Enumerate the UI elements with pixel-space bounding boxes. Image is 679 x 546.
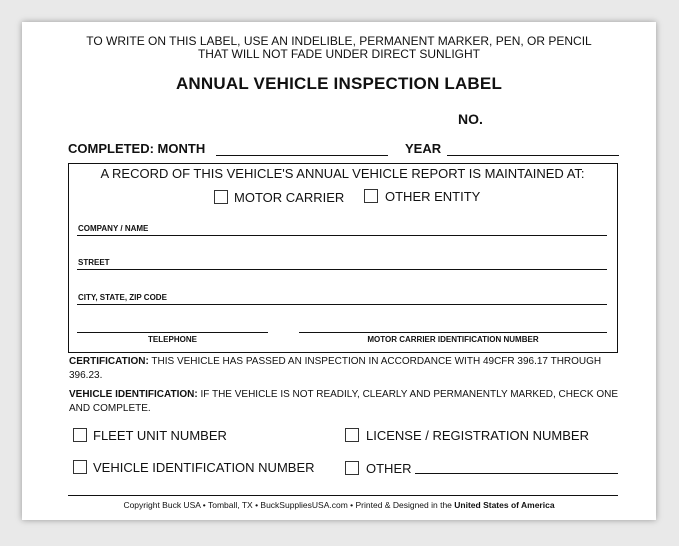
vehicle-id-body: IF THE VEHICLE IS NOT READILY, CLEARLY AND PERMANENTLY MARKED, CHECK ONE AND COMPLETE. — [69, 389, 619, 414]
fleet-unit-checkbox[interactable] — [73, 428, 87, 442]
label-title: ANNUAL VEHICLE INSPECTION LABEL — [175, 74, 503, 93]
other-entity-checkbox[interactable] — [364, 189, 378, 203]
license-registration-checkbox[interactable] — [345, 428, 359, 442]
fleet-unit-label: FLEET UNIT NUMBER — [93, 428, 227, 443]
inspection-label — [22, 22, 656, 520]
record-box — [68, 163, 618, 353]
telephone-field[interactable] — [77, 332, 268, 333]
street-field[interactable] — [77, 269, 607, 270]
city-state-zip-label: CITY, STATE, ZIP CODE — [78, 293, 167, 302]
company-name-field[interactable] — [77, 235, 607, 236]
company-name-label: COMPANY / NAME — [78, 224, 149, 233]
year-label: YEAR — [405, 141, 442, 156]
city-state-zip-field[interactable] — [77, 304, 607, 305]
other-field[interactable] — [415, 473, 618, 474]
certification-body: THIS VEHICLE HAS PASSED AN INSPECTION IN ACCORDANCE WITH 49CFR 396.17 THROUGH 396.23. — [69, 356, 602, 381]
other-label: OTHER — [366, 461, 412, 476]
notice-line-2: THAT WILL NOT FADE UNDER DIRECT SUNLIGHT — [197, 47, 481, 61]
vin-label: VEHICLE IDENTIFICATION NUMBER — [93, 460, 315, 475]
certification-text — [69, 355, 629, 383]
year-field[interactable] — [447, 155, 619, 156]
telephone-label: TELEPHONE — [148, 335, 197, 344]
certification-label: CERTIFICATION: — [69, 356, 149, 367]
carrier-id-field[interactable] — [299, 332, 607, 333]
copyright-text: Copyright Buck USA • Tomball, TX • BuckSuppliesUSA.com • Printed & Designed in the — [123, 500, 455, 510]
record-heading: A RECORD OF THIS VEHICLE'S ANNUAL VEHICLE REPORT IS MAINTAINED AT: — [100, 166, 585, 181]
notice-line-1: TO WRITE ON THIS LABEL, USE AN INDELIBLE, PERMANENT MARKER, PEN, OR PENCIL — [86, 34, 592, 48]
copyright-footer — [22, 500, 656, 510]
carrier-id-label: MOTOR CARRIER IDENTIFICATION NUMBER — [367, 335, 539, 344]
footer-divider — [68, 495, 618, 496]
vehicle-id-text — [69, 388, 629, 416]
vin-checkbox[interactable] — [73, 460, 87, 474]
copyright-country: United States of America — [454, 500, 555, 510]
other-checkbox[interactable] — [345, 461, 359, 475]
street-label: STREET — [78, 258, 110, 267]
completed-month-label: COMPLETED: MONTH — [68, 141, 206, 156]
vehicle-id-label: VEHICLE IDENTIFICATION: — [69, 389, 198, 400]
notice-text — [22, 35, 656, 61]
motor-carrier-label: MOTOR CARRIER — [234, 190, 345, 205]
motor-carrier-checkbox[interactable] — [214, 190, 228, 204]
license-registration-label: LICENSE / REGISTRATION NUMBER — [366, 428, 589, 443]
other-entity-label: OTHER ENTITY — [385, 189, 481, 204]
number-label: NO. — [458, 111, 483, 127]
month-field[interactable] — [216, 155, 388, 156]
